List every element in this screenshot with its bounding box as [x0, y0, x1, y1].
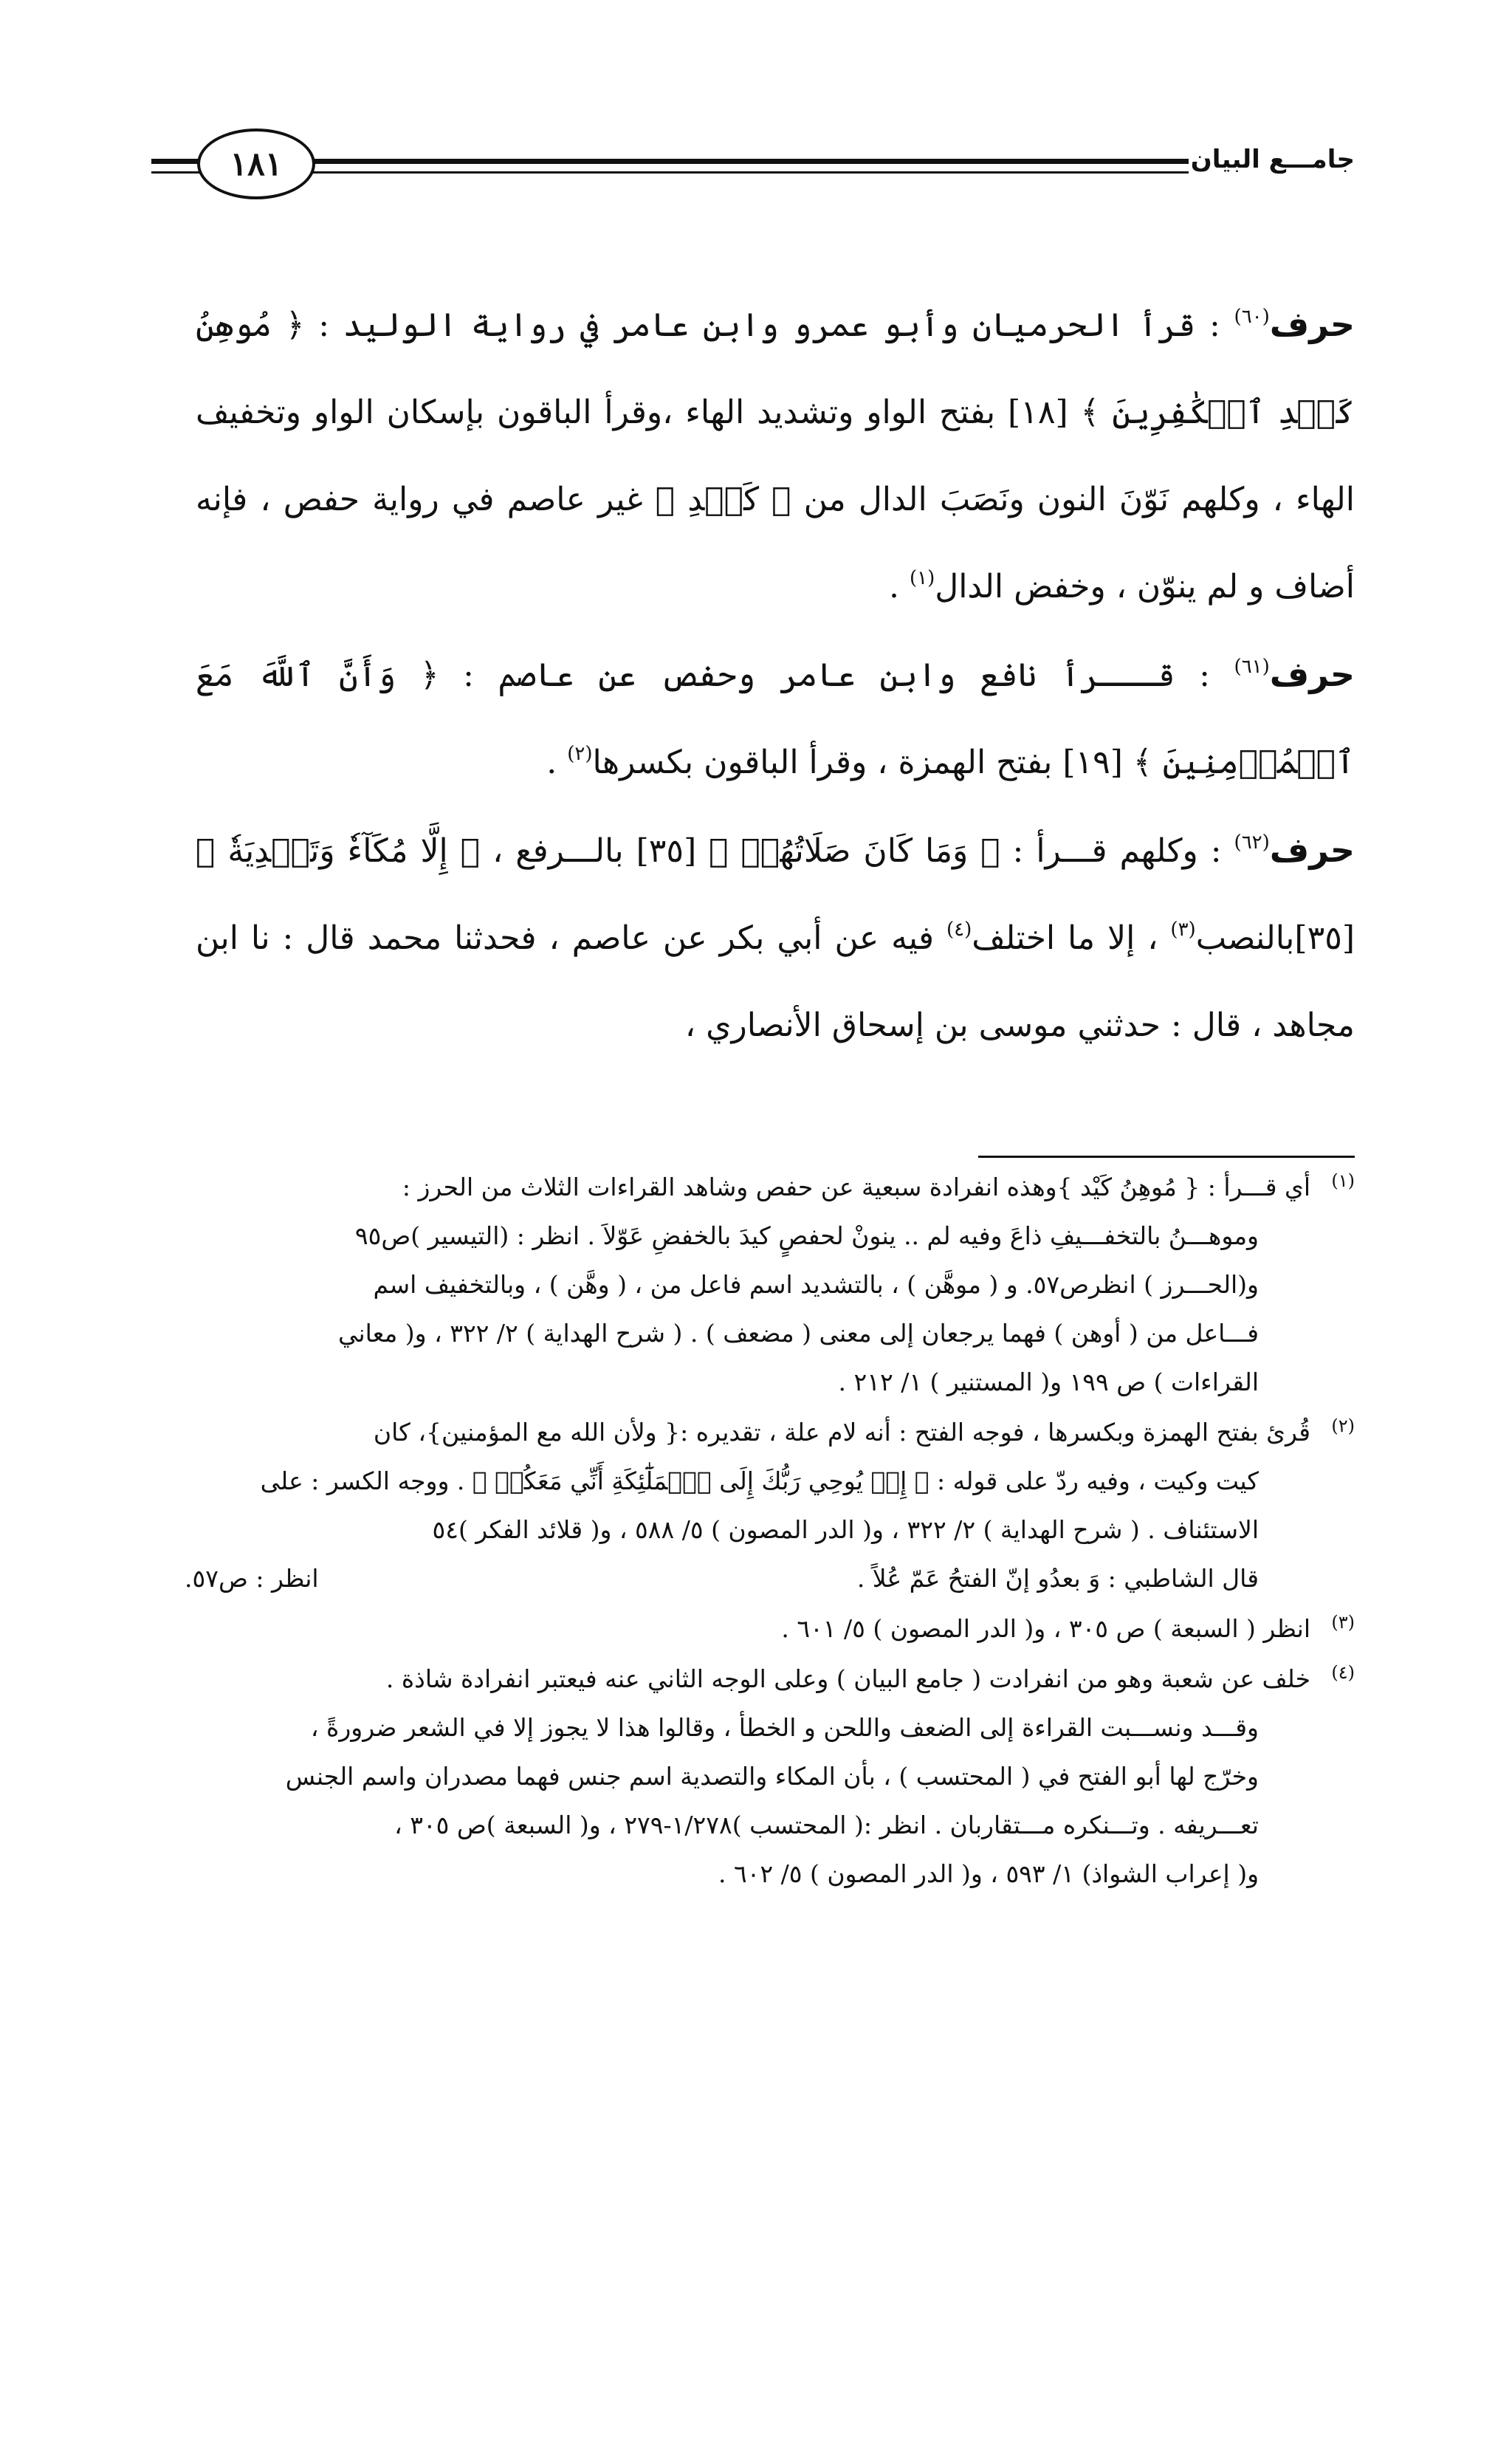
header-rule-thick — [306, 159, 1189, 164]
footnote-line-split — [185, 1554, 1310, 1603]
footnote-ref-2[interactable]: (٢) — [567, 743, 593, 765]
footnote-line: الاستئناف . ( شرح الهداية ) ٢/ ٣٢٢ ، و( الدر المصون ) ٥/ ٥٨٨ ، و( قلائد الفكر )٥٤ — [432, 1515, 1259, 1544]
footnote-ref-1[interactable]: (١) — [909, 567, 935, 589]
footnote-line: وموهـــنُ بالتخفـــيفِ ذاعَ وفيه لم .. ينونْ لحفصٍ كيدَ بالخفضِ عَوّلاَ . انظر : (التيسير )ص٩٥ — [354, 1221, 1259, 1250]
footnote-marker: (١) — [1331, 1170, 1355, 1191]
header-rule-left-thin — [151, 171, 203, 174]
footnotes — [185, 1163, 1355, 1900]
footnote-line: انظر ( السبعة ) ص ٣٠٥ ، و( الدر المصون ) ٥/ ٦٠١ . — [781, 1614, 1310, 1643]
text-line: ، إلا ما اختلف — [972, 919, 1171, 957]
footnote-line: انظر : ص٥٧. — [185, 1564, 319, 1593]
footnote-marker: (٢) — [1331, 1416, 1355, 1436]
footnote-line: خلف عن شعبة وهو من انفرادت ( جامع البيان ) وعلى الوجه الثاني عنه فيعتبر انفرادة شاذة . — [385, 1664, 1310, 1693]
footnote-line: و( إعراب الشواذ) ١/ ٥٩٣ ، و( الدر المصون ) ٥/ ٦٠٢ . — [718, 1859, 1259, 1888]
footnote-line: وقـــد ونســـبت القراءة إلى الضعف واللحن و الخطأ ، وقالوا هذا لا يجوز إلا في الشعر ضرورةً ، — [310, 1713, 1259, 1742]
harf-label: حرف — [1269, 654, 1355, 694]
header-rule-left-thick — [151, 159, 203, 164]
text-line: وَتَصۡدِيَةٗ ﴾ [٣٥]بالنصب — [196, 832, 1355, 957]
footnote-ref-3[interactable]: (٣) — [1170, 919, 1196, 941]
page-number: ١٨١ — [197, 128, 315, 199]
harf-label: حرف — [1269, 304, 1355, 344]
footnote-line: كيت وكيت ، وفيه ردّ على قوله : ﴿ إِذۡ يُوحِي رَبُّكَ إِلَى ٱلۡمَلَٰٓئِكَةِ أَنِّي مَعَكُمۡ ﴾ . ووجه الكسر : على — [260, 1467, 1259, 1495]
header-rule-thin — [306, 171, 1189, 174]
footnote-line: تعـــريفه . وتـــنكره مـــتقاربان . انظر :( المحتسب )١/٢٧٨-٢٧٩ ، و( السبعة )ص ٣٠٥ ، — [394, 1811, 1259, 1839]
footnote-line: وخرّج لها أبو الفتح في ( المحتسب ) ، بأن المكاء والتصدية اسم جنس فهما مصدران واسم الجنس — [285, 1762, 1259, 1791]
footnote-3 — [185, 1605, 1355, 1653]
paragraph-harf-62 — [196, 806, 1355, 1069]
text-line: فإنه أضاف و لم ينوّن ، وخفض الدال — [196, 481, 1355, 606]
footnote-line: و(الحـــرز ) انظرص٥٧. و ( موهَّن ) ، بالتشديد اسم فاعل من ، ( وهَّن ) ، وبالتخفيف اسم — [373, 1270, 1259, 1299]
note-number: (٦٢) — [1234, 831, 1270, 854]
footnote-line: القراءات ) ص ١٩٩ و( المستنير ) ١/ ٢١٢ . — [838, 1368, 1259, 1396]
footnote-marker: (٤) — [1331, 1662, 1355, 1683]
text-line: . — [888, 568, 910, 606]
text-line: : وكلهم قـــرأ : ﴿ وَمَا كَانَ صَلَاتُهُمۡ ﴾ [٣٥] بالـــرفع ، ﴿ إِلَّا مُكَآءٗ — [347, 832, 1222, 870]
footnote-4 — [185, 1655, 1355, 1898]
footnote-marker: (٣) — [1331, 1612, 1355, 1633]
page-header — [151, 126, 1355, 222]
text-line: : قرأ الحرميان وأبو عمرو وابن عامر في رواية الوليد : ﴿ مُوهِنُ — [196, 306, 1220, 344]
footnote-1 — [185, 1163, 1355, 1407]
footnote-separator — [978, 1156, 1355, 1158]
footnote-line: فـــاعل من ( أوهن ) فهما يرجعان إلى معنى ( مضعف ) . ( شرح الهداية ) ٢/ ٣٢٢ ، و( معاني — [337, 1319, 1259, 1348]
text-line: : قـــرأ نافع وابن عامر وحفص عن عاصم : ﴿ وَأَنَّ ٱللَّهَ مَعَ — [196, 656, 1210, 694]
text-line: . — [546, 744, 568, 781]
paragraph-harf-60 — [196, 281, 1355, 631]
text-line: فيه عن أبي بكر عن عاصم ، — [549, 919, 947, 957]
footnote-line: قُرئ بفتح الهمزة وبكسرها ، فوجه الفتح : أنه لام علة ، تقديره :{ ولأن الله مع المؤمنين}، كان — [373, 1418, 1310, 1447]
text-line: ٱلۡمُؤۡمِنِينَ ﴾ [١٩] بفتح الهمزة ، وقرأ الباقون بكسرها — [592, 744, 1355, 781]
harf-label: حرف — [1269, 830, 1355, 870]
text-line: الهاء ، وكلهم نَوّنَ النون ونَصَبَ الدال من ﴿ كَيۡدِ ﴾ غير عاصم في رواية حفص ، — [260, 481, 1355, 518]
note-number: (٦١) — [1234, 656, 1270, 678]
footnote-2 — [185, 1408, 1355, 1603]
paragraph-harf-61 — [196, 631, 1355, 806]
running-title: جامـــع البيان — [1190, 145, 1355, 174]
footnote-line: قال الشاطبي : وَ بعدُو إنّ الفتحُ عَمّ عُلاً . — [856, 1564, 1259, 1593]
main-text — [196, 281, 1355, 1069]
note-number: (٦٠) — [1234, 306, 1270, 328]
text-line: فحدثنا محمد قال : نا ابن مجاهد ، قال : حدثني موسى بن إسحاق الأنصاري ، — [196, 919, 1355, 1044]
footnote-line: أي قـــرأ : { مُوهِنُ كَيْد }وهذه انفرادة سبعية عن حفص وشاهد القراءات الثلاث من الحرز : — [402, 1173, 1310, 1201]
text-line: كَيۡدِ ٱلۡكَٰفِرِينَ ﴾ [١٨] بفتح الواو وتشديد الهاء ،وقرأ الباقون بإسكان الواو وتخفيف — [196, 394, 1355, 431]
footnote-ref-4[interactable]: (٤) — [946, 919, 972, 941]
